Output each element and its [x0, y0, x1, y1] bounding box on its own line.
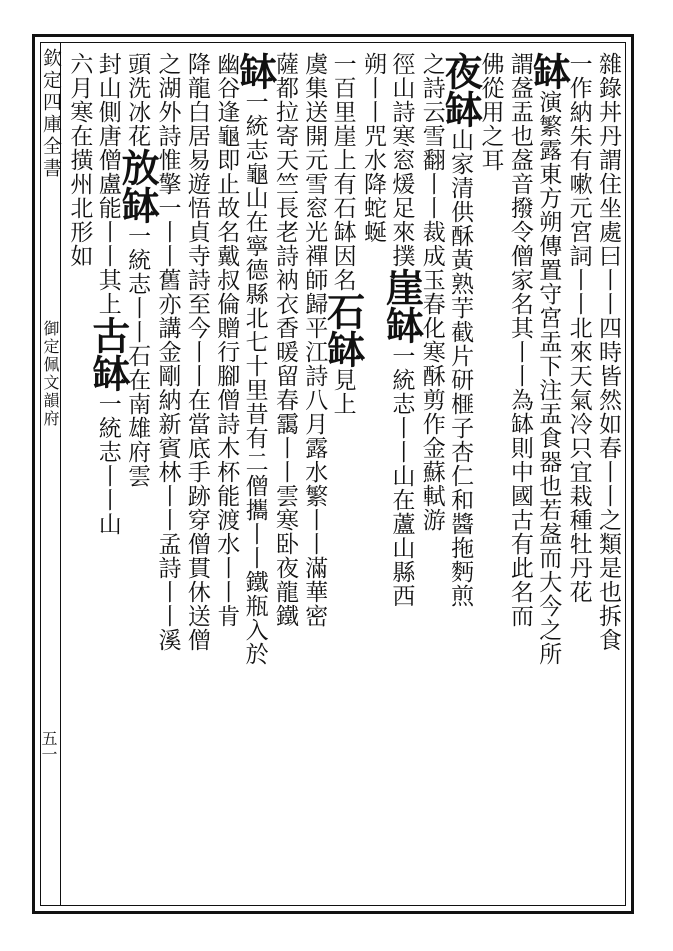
entry-heading: 崖缽 [379, 268, 425, 344]
column-text: 佛從用之耳 [477, 52, 504, 172]
column-text: 一統志丨丨石在南雄府雲 [124, 224, 151, 488]
text-column [526, 52, 572, 902]
column-text: 降龍白居易遊悟貞寺詩至今丨丨在當底手跡穿僧貫休送僧 [183, 52, 210, 652]
text-column [320, 52, 366, 902]
column-text: 見上 [329, 368, 356, 416]
column-text: 之詩云雪翻丨丨裁成玉春化寒酥剪作金蘇軾游 [418, 52, 445, 532]
column-text: 在撗州北形如 [66, 124, 93, 268]
entry-heading: 夜缽 [438, 52, 484, 128]
column-text: 一統志丨丨山在蘆山縣西 [388, 344, 415, 608]
column-text: 幽谷逢龜即止故名戴叔倫贈行腳僧詩木杯能渡水丨丨肯 [213, 52, 240, 628]
entry-heading: 缽 [526, 52, 572, 90]
column-text: 謂盋盂也盋音撥令僧家名其丨丨為缽則中國古有此名而 [506, 52, 533, 628]
text-column [563, 52, 592, 902]
page-number: 五一 [39, 730, 58, 762]
column-text: 虞集送開元雪窓光禪師歸平江詩八月露水繁丨丨滿華密 [301, 52, 328, 628]
section-title: 御定佩文韻府 [41, 320, 60, 428]
entry-heading: 古缽 [85, 316, 131, 392]
text-column [211, 52, 240, 902]
text-column [64, 52, 93, 902]
column-text: 朔丨丨咒水降蛇蜒 [360, 52, 387, 244]
text-column [475, 52, 504, 902]
entry-heading: 缽 [232, 52, 278, 90]
text-column [85, 52, 131, 902]
column-text: 拆食 [594, 604, 621, 652]
column-text: 一百里崖上有石缽因名 [329, 52, 356, 292]
text-column [270, 52, 299, 902]
column-text: 頭洗冰花 [124, 52, 151, 148]
column-text: 薩都拉寄天竺長老詩衲衣香暖留春靄丨丨雲寒卧夜龍 [271, 52, 298, 604]
column-text: 之湖外詩惟擎一丨丨舊亦講金剛納新賓林丨丨孟詩丨丨溪 [154, 52, 181, 652]
text-column [299, 52, 328, 902]
text-column [232, 52, 278, 902]
column-text: 雜錄丼丹謂住坐處曰丨丨四時皆然如春丨丨之類是也 [594, 52, 621, 604]
entry-heading: 石缽 [320, 292, 366, 368]
column-text: 鐵 [271, 604, 298, 628]
text-column [505, 52, 534, 902]
column-text: 一作納朱有嗽元宮詞丨丨北來天氣冷只宜栽種牡丹花 [565, 52, 592, 604]
column-text: 封山側唐僧盧能丨丨其上 [94, 52, 121, 316]
column-text: 徑山詩寒窓煖足來撲 [388, 52, 415, 268]
column-text: 六月寒 [66, 52, 93, 124]
text-column [379, 52, 425, 902]
text-column [438, 52, 484, 902]
column-text: 山家清供酥黃熟芋截片研榧子杏仁和醬拖麪煎 [447, 128, 474, 608]
text-column [181, 52, 210, 902]
column-text: 演繁露東方朔傳置守宮盂下注盂食器也若盋而大今之所 [535, 90, 562, 666]
entry-heading: 放缽 [115, 148, 161, 224]
column-text: 一統志丨丨山 [94, 392, 121, 536]
text-column [416, 52, 445, 902]
book-title: 欽定四庫全書 [40, 48, 62, 180]
text-column [358, 52, 387, 902]
column-text: 一統志龜山在寧德縣北七十里昔有二僧攜丨丨鐵瓶入於 [241, 90, 268, 666]
text-column [115, 52, 161, 902]
text-column [593, 52, 622, 902]
